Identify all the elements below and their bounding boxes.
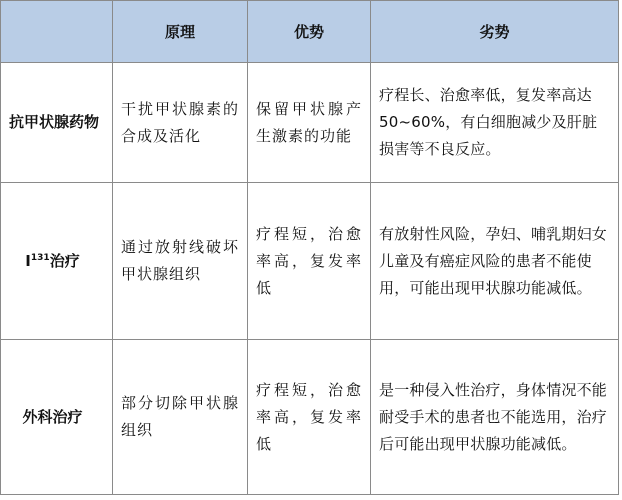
treatment-suffix: 治疗 — [49, 251, 80, 270]
table-body — [1, 63, 619, 495]
treatment-cell: 抗甲状腺药物 — [1, 63, 113, 183]
disadvantage-cell: 疗程长、治愈率低，复发率高达50~60%，有白细胞减少及肝脏损害等不良反应。 — [371, 63, 619, 183]
principle-cell: 部分切除甲状腺组织 — [113, 340, 248, 495]
treatment-cell — [1, 183, 113, 340]
header-principle: 原理 — [113, 1, 248, 63]
header-row — [1, 1, 619, 63]
principle-cell: 干扰甲状腺素的合成及活化 — [113, 63, 248, 183]
disadvantage-cell: 有放射性风险，孕妇、哺乳期妇女儿童及有癌症风险的患者不能使用，可能出现甲状腺功能减低。 — [371, 183, 619, 340]
table-row — [1, 340, 619, 495]
treatment-cell: 外科治疗 — [1, 340, 113, 495]
table-header — [1, 1, 619, 63]
advantage-cell: 疗程短，治愈率高，复发率低 — [248, 183, 371, 340]
treatment-superscript: 131 — [30, 252, 50, 263]
treatment-prefix: I — [25, 251, 31, 270]
table-row — [1, 63, 619, 183]
advantage-cell: 保留甲状腺产生激素的功能 — [248, 63, 371, 183]
header-disadvantage: 劣势 — [371, 1, 619, 63]
header-empty-cell — [1, 1, 113, 63]
principle-cell: 通过放射线破坏甲状腺组织 — [113, 183, 248, 340]
disadvantage-cell: 是一种侵入性治疗，身体情况不能耐受手术的患者也不能选用，治疗后可能出现甲状腺功能减低。 — [371, 340, 619, 495]
table-row — [1, 183, 619, 340]
advantage-cell: 疗程短，治愈率高，复发率低 — [248, 340, 371, 495]
header-advantage: 优势 — [248, 1, 371, 63]
